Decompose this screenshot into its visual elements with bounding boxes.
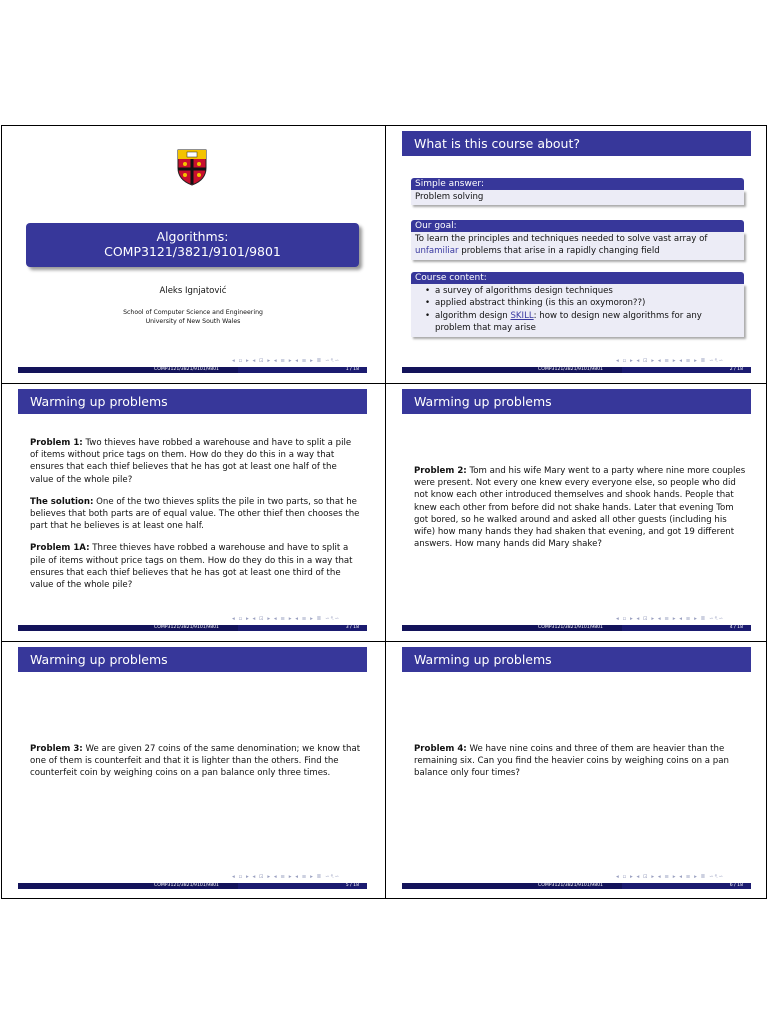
slide-5 (2, 642, 384, 899)
footer-page-number: 1 / 18 (345, 367, 359, 372)
block-title: Course content: (411, 272, 744, 284)
presentation-title-line-2: COMP3121/3821/9101/9801 (104, 244, 281, 259)
slide-4 (386, 384, 768, 641)
list-item: • a survey of algorithms design techniques (435, 285, 740, 297)
author-name: Aleks Ignjatović (159, 286, 227, 296)
problem-1a: Problem 1A: Three thieves have robbed a warehouse and have to split a pile of items without price tags on them. How do they do this in a way that ensures that each thief believes that he has got at least one third of the value of the whole pile? (30, 543, 353, 591)
institution-school: School of Computer Science and Engineering (123, 309, 263, 316)
footer-page-number: 2 / 18 (729, 367, 743, 372)
block-title: Simple answer: (411, 178, 744, 190)
beamer-nav-symbols[interactable]: ◂ ▫ ▸ ◂ ⊡ ▸ ◂ ≡ ▸ ◂ ≡ ▸ ≣ ∽ৎ∽ (616, 616, 725, 622)
slide-1 (2, 126, 384, 383)
our-goal-block (411, 220, 744, 260)
problem-2: Problem 2: Tom and his wife Mary went to a party where nine more couples were present. Not every one knew every everyone else, so people who did not know each other introduced themselves and shook hands. People that knew each other from before did not shake hands. Later that evening Tom got bored, so he walked around and asked all other guests (including his wife) how many hands they had shaken that evening, and got 19 different answers. How many hands did Mary shake? (414, 466, 746, 550)
block-body (411, 232, 744, 260)
course-content-block (411, 272, 744, 337)
list-item: • applied abstract thinking (is this an oxymoron??) (435, 297, 740, 309)
footer-course-code: COMP3121/3821/9101/9801 (538, 625, 603, 630)
slide-body (414, 465, 746, 560)
institution-university: University of New South Wales (145, 317, 241, 325)
slide-body (30, 743, 362, 790)
frame-title: Warming up problems (402, 389, 751, 414)
beamer-nav-symbols[interactable]: ◂ ▫ ▸ ◂ ⊡ ▸ ◂ ≡ ▸ ◂ ≡ ▸ ≣ ∽ৎ∽ (616, 874, 725, 880)
unfamiliar-link[interactable]: unfamiliar (415, 246, 459, 257)
problem-4: Problem 4: We have nine coins and three of them are heavier than the remaining six. Can you find the heavier coins by weighing coins on a pan balance only four times? (414, 744, 729, 779)
footer-course-code: COMP3121/3821/9101/9801 (538, 883, 603, 888)
slide-footer (402, 625, 751, 631)
footer-course-code: COMP3121/3821/9101/9801 (154, 367, 219, 372)
frame-title: Warming up problems (402, 647, 751, 672)
beamer-nav-symbols[interactable]: ◂ ▫ ▸ ◂ ⊡ ▸ ◂ ≡ ▸ ◂ ≡ ▸ ≣ ∽ৎ∽ (232, 874, 341, 880)
skill-link[interactable]: SKILL (510, 310, 534, 321)
slide-footer (402, 367, 751, 373)
problem-3: Problem 3: We are given 27 coins of the same denomination; we know that one of them is counterfeit and that it is lighter than the others. Find the counterfeit coin by weighing coins on a pan balance only three times. (30, 744, 361, 779)
slide-footer (402, 883, 751, 889)
solution: The solution: One of the two thieves splits the pile in two parts, so that he believes that both parts are of equal value. The other thief then chooses the part that he believes is at least one half. (30, 496, 360, 532)
footer-page-number: 6 / 18 (729, 883, 743, 888)
footer-course-code: COMP3121/3821/9101/9801 (154, 883, 219, 888)
presentation-title-box (26, 223, 359, 267)
footer-course-code: COMP3121/3821/9101/9801 (154, 625, 219, 630)
goal-text-rest: problems that arise in a rapidly changing field (458, 246, 660, 257)
slide-3 (2, 384, 384, 641)
slide-6 (386, 642, 768, 899)
slide-footer (18, 367, 367, 373)
slide-footer (18, 883, 367, 889)
footer-page-number: 4 / 18 (729, 625, 743, 630)
frame-title: Warming up problems (18, 389, 367, 414)
list-item: • algorithm design SKILL: how to design new algorithms for any problem that may arise (435, 310, 740, 335)
beamer-nav-symbols[interactable]: ◂ ▫ ▸ ◂ ⊡ ▸ ◂ ≡ ▸ ◂ ≡ ▸ ≣ ∽ৎ∽ (616, 358, 725, 364)
presentation-title-line-1: Algorithms: (156, 229, 229, 244)
footer-page-number: 5 / 18 (345, 883, 359, 888)
simple-answer-block (411, 178, 744, 205)
block-title: Our goal: (411, 220, 744, 232)
block-body: Problem solving (411, 190, 744, 205)
footer-course-code: COMP3121/3821/9101/9801 (538, 367, 603, 372)
beamer-nav-symbols[interactable]: ◂ ▫ ▸ ◂ ⊡ ▸ ◂ ≡ ▸ ◂ ≡ ▸ ≣ ∽ৎ∽ (232, 358, 341, 364)
beamer-nav-symbols[interactable]: ◂ ▫ ▸ ◂ ⊡ ▸ ◂ ≡ ▸ ◂ ≡ ▸ ≣ ∽ৎ∽ (232, 616, 341, 622)
slide-body (414, 743, 746, 790)
footer-page-number: 3 / 18 (345, 625, 359, 630)
slide-2 (386, 126, 768, 383)
slide-body (30, 437, 362, 601)
problem-1: Problem 1: Two thieves have robbed a warehouse and have to split a pile of items without price tags on them. How do they do this in a way that ensures that each thief believes that he has got at least one half of the value of the whole pile? (30, 438, 352, 485)
goal-text: To learn the principles and techniques needed to solve vast array of (415, 234, 708, 244)
block-body (411, 284, 744, 337)
slide-footer (18, 625, 367, 631)
slide-grid (1, 125, 767, 899)
institution (2, 309, 384, 326)
frame-title: Warming up problems (18, 647, 367, 672)
unsw-crest-icon (176, 148, 208, 186)
frame-title: What is this course about? (402, 131, 751, 156)
